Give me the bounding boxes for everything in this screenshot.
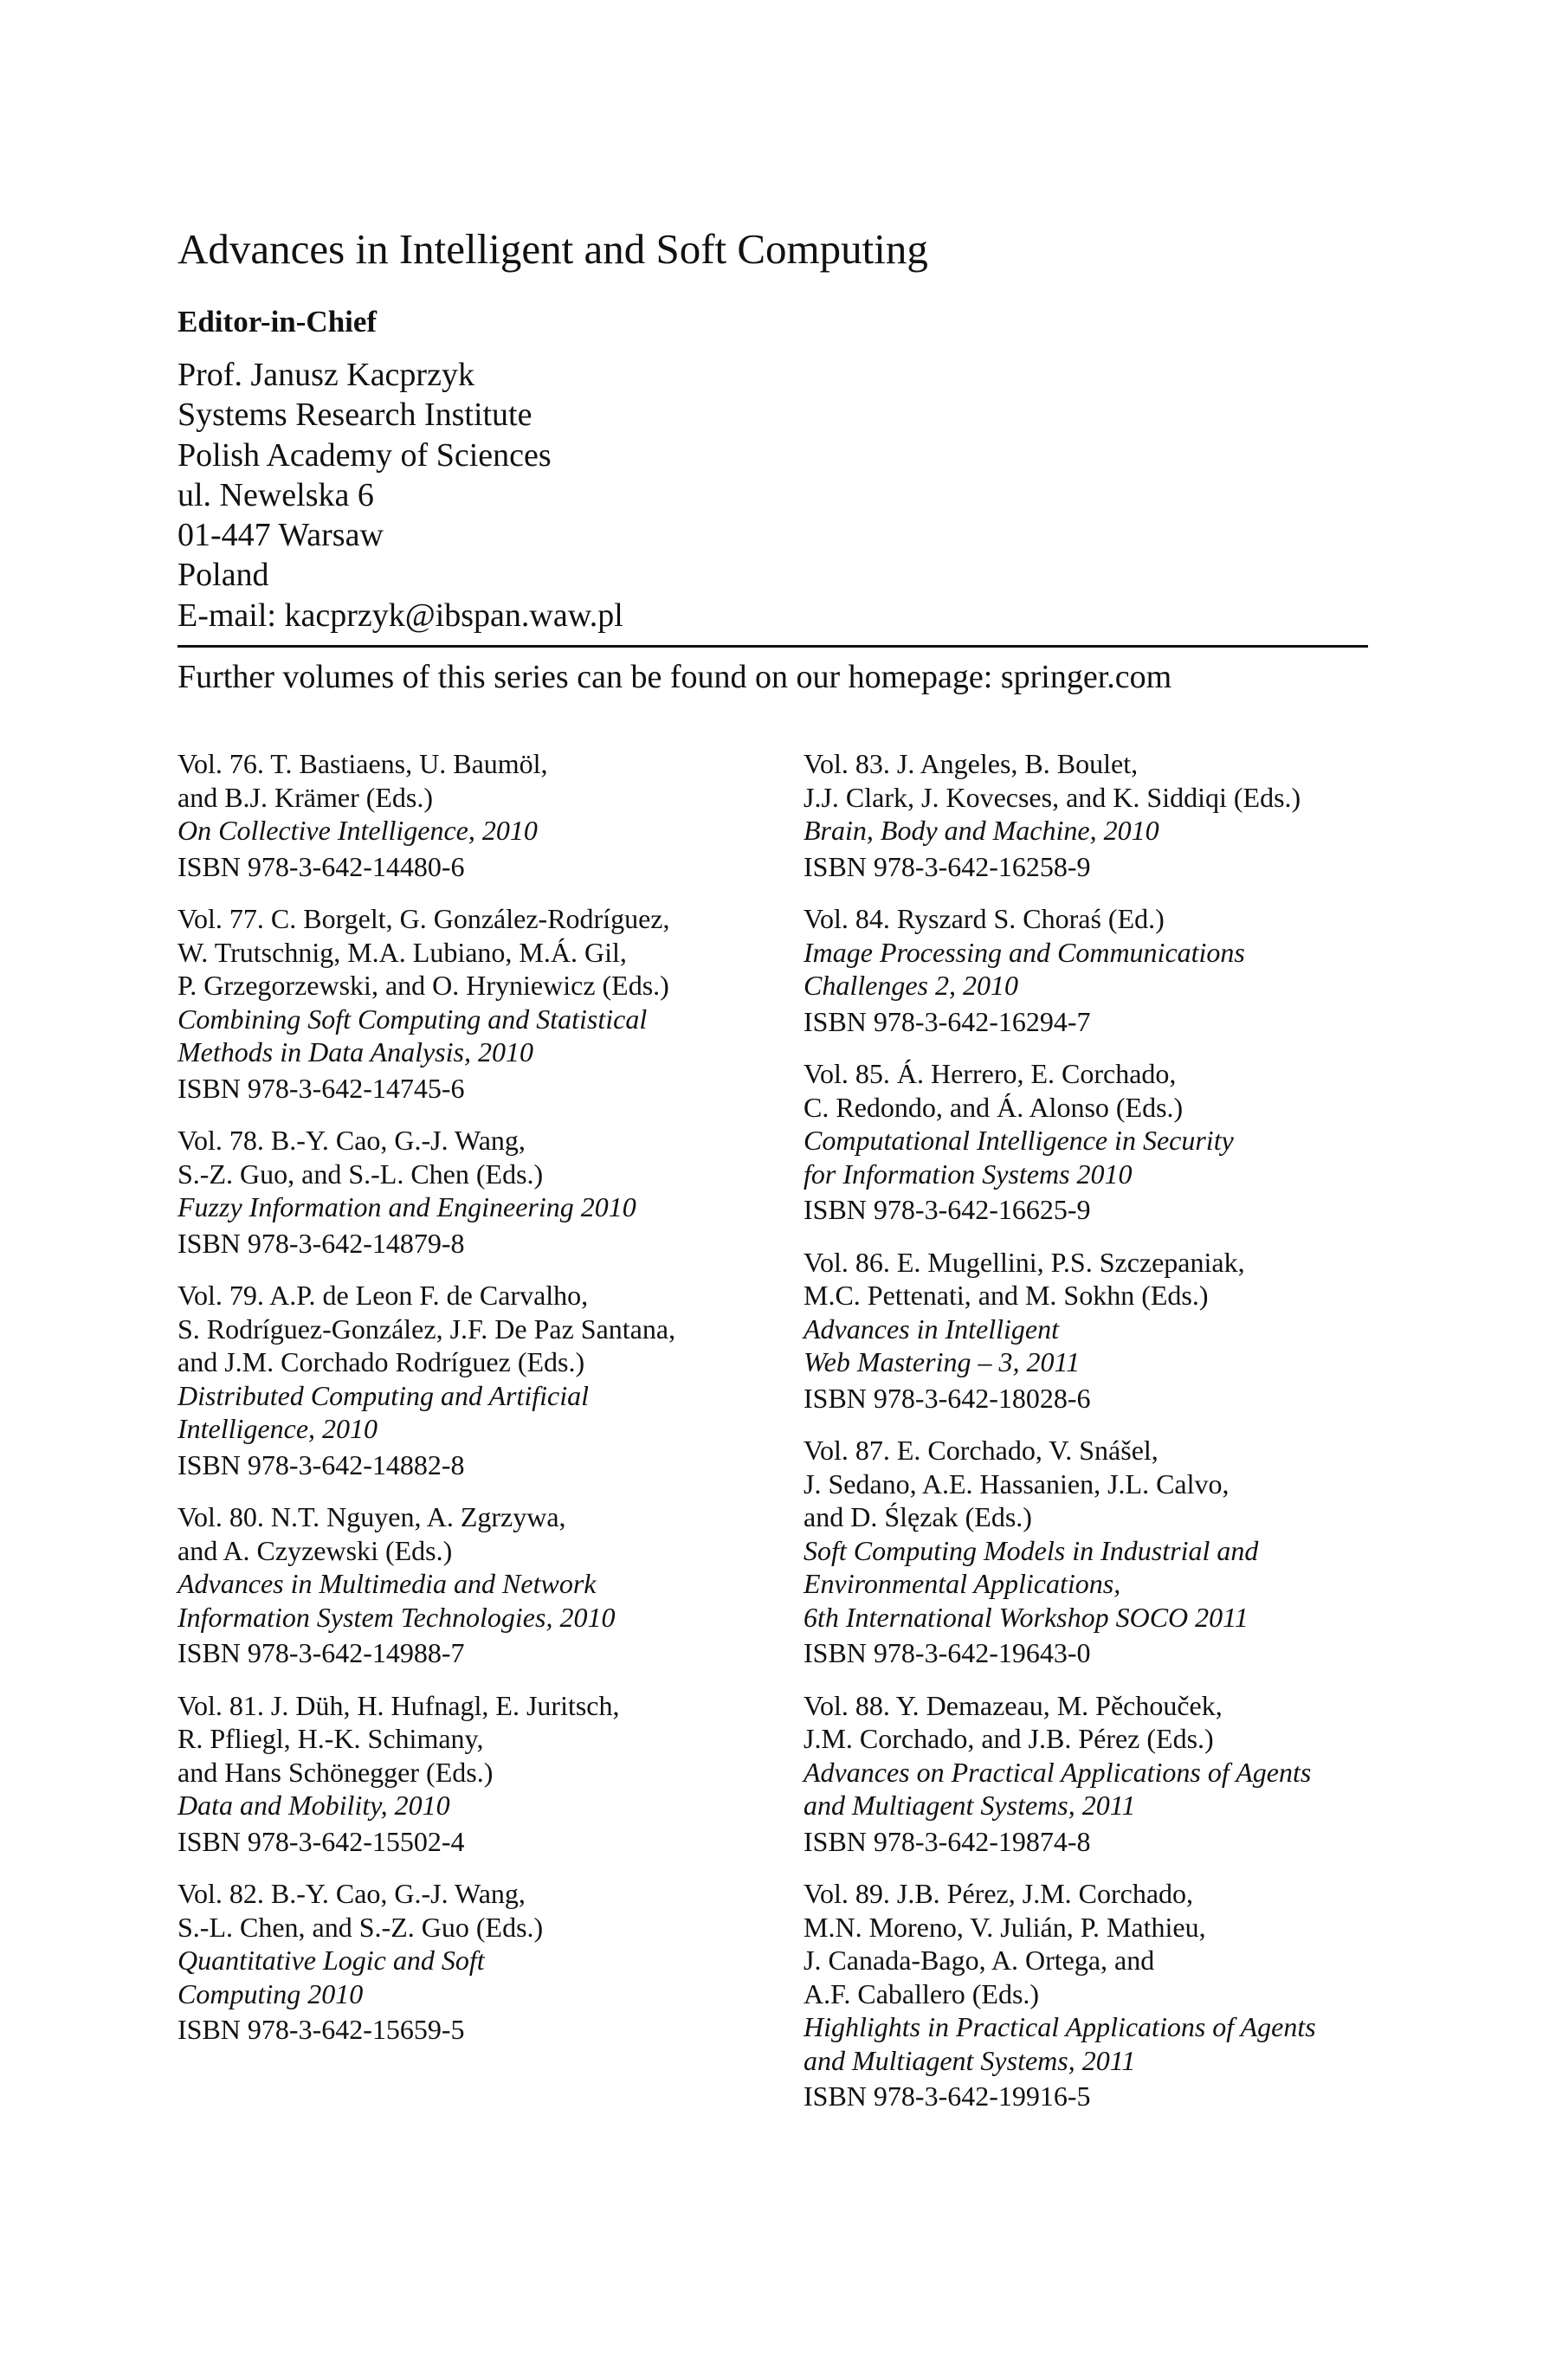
volume-entry: [804, 1689, 1375, 1859]
volume-title-line: Intelligence, 2010: [177, 1413, 378, 1444]
volume-list-right: [804, 747, 1375, 2132]
volume-title-line: Methods in Data Analysis, 2010: [177, 1036, 533, 1067]
volume-isbn: ISBN 978-3-642-16258-9: [804, 850, 1091, 882]
volume-isbn: ISBN 978-3-642-14879-8: [177, 1227, 465, 1259]
editor-country: Poland: [177, 557, 269, 594]
volume-entry: [177, 1877, 766, 2047]
volume-title-line: and Multiagent Systems, 2011: [804, 1790, 1136, 1821]
editor-address: [177, 355, 623, 635]
volume-authors-line: J.J. Clark, J. Kovecses, and K. Siddiqi (Eds.): [804, 781, 1301, 813]
volume-authors-line: S. Rodríguez-González, J.F. De Paz Santana,: [177, 1313, 676, 1345]
volume-title-line: Advances on Practical Applications of Agents: [804, 1756, 1312, 1788]
volume-entry: [177, 1689, 766, 1859]
editor-street: ul. Newelska 6: [177, 476, 374, 513]
volume-title-line: Quantitative Logic and Soft: [177, 1945, 485, 1976]
volume-authors-line: A.F. Caballero (Eds.): [804, 1977, 1040, 2009]
volume-title-line: Image Processing and Communications: [804, 936, 1245, 968]
volume-authors-line: and Hans Schönegger (Eds.): [177, 1756, 494, 1788]
volume-isbn: ISBN 978-3-642-19643-0: [804, 1637, 1091, 1668]
volume-authors-line: and D. Ślęzak (Eds.): [804, 1501, 1032, 1532]
volume-title-line: 6th International Workshop SOCO 2011: [804, 1601, 1249, 1633]
volume-title-line: Data and Mobility, 2010: [177, 1790, 450, 1821]
volume-authors-line: S.-Z. Guo, and S.-L. Chen (Eds.): [177, 1158, 544, 1190]
volume-authors-line: J. Canada-Bago, A. Ortega, and: [804, 1945, 1155, 1976]
volume-isbn: ISBN 978-3-642-14988-7: [177, 1637, 465, 1668]
volume-title-line: Challenges 2, 2010: [804, 970, 1018, 1001]
volume-authors-line: J. Sedano, A.E. Hassanien, J.L. Calvo,: [804, 1467, 1230, 1500]
volume-title-line: Information System Technologies, 2010: [177, 1601, 616, 1633]
volume-entry: [804, 1434, 1375, 1670]
volume-authors-line: R. Pfliegl, H.-K. Schimany,: [177, 1723, 484, 1754]
volume-list-left: [177, 747, 766, 2066]
volume-isbn: ISBN 978-3-642-15502-4: [177, 1825, 465, 1857]
volume-entry: [177, 1279, 766, 1481]
series-title: Advances in Intelligent and Soft Computing: [177, 225, 928, 273]
volume-authors-line: and A. Czyzewski (Eds.): [177, 1534, 453, 1566]
volume-authors-line: C. Redondo, and Á. Alonso (Eds.): [804, 1091, 1184, 1123]
divider-rule: [177, 645, 1368, 648]
editor-email: E-mail: kacprzyk@ibspan.waw.pl: [177, 597, 623, 634]
volume-isbn: ISBN 978-3-642-15659-5: [177, 2014, 465, 2045]
volume-isbn: ISBN 978-3-642-18028-6: [804, 1382, 1091, 1414]
volume-entry: [177, 1124, 766, 1260]
volume-title-line: Distributed Computing and Artificial: [177, 1379, 589, 1411]
volume-title-line: Highlights in Practical Applications of Agents: [804, 2011, 1316, 2042]
volume-title-line: for Information Systems 2010: [804, 1158, 1133, 1190]
volume-authors-line: P. Grzegorzewski, and O. Hryniewicz (Eds.): [177, 970, 669, 1001]
volume-authors-line: and J.M. Corchado Rodríguez (Eds.): [177, 1346, 585, 1377]
volume-authors-line: M.N. Moreno, V. Julián, P. Mathieu,: [804, 1911, 1206, 1943]
volume-authors-line: S.-L. Chen, and S.-Z. Guo (Eds.): [177, 1911, 544, 1943]
volume-authors-line: Vol. 85. Á. Herrero, E. Corchado,: [804, 1058, 1177, 1089]
further-volumes-note: Further volumes of this series can be found on our homepage: springer.com: [177, 659, 1172, 695]
volume-entry: [804, 1057, 1375, 1227]
volume-authors-line: Vol. 86. E. Mugellini, P.S. Szczepaniak,: [804, 1246, 1245, 1278]
volume-isbn: ISBN 978-3-642-16625-9: [804, 1194, 1091, 1225]
editor-heading: Editor-in-Chief: [177, 305, 378, 339]
volume-authors-line: Vol. 82. B.-Y. Cao, G.-J. Wang,: [177, 1878, 526, 1909]
volume-entry: [804, 1246, 1375, 1416]
volume-authors-line: Vol. 77. C. Borgelt, G. González-Rodríguez,: [177, 903, 670, 934]
volume-authors-line: J.M. Corchado, and J.B. Pérez (Eds.): [804, 1723, 1214, 1754]
volume-title-line: and Multiagent Systems, 2011: [804, 2044, 1136, 2076]
volume-authors-line: Vol. 80. N.T. Nguyen, A. Zgrzywa,: [177, 1501, 566, 1532]
volume-entry: [804, 902, 1375, 1038]
volume-isbn: ISBN 978-3-642-16294-7: [804, 1005, 1091, 1037]
volume-entry: [804, 747, 1375, 883]
volume-authors-line: Vol. 83. J. Angeles, B. Boulet,: [804, 748, 1139, 779]
volume-authors-line: Vol. 78. B.-Y. Cao, G.-J. Wang,: [177, 1125, 526, 1156]
volume-authors-line: Vol. 76. T. Bastiaens, U. Baumöl,: [177, 748, 548, 779]
volume-title-line: Combining Soft Computing and Statistical: [177, 1003, 648, 1035]
volume-isbn: ISBN 978-3-642-14882-8: [177, 1448, 465, 1480]
editor-name: Prof. Janusz Kacprzyk: [177, 357, 474, 393]
volume-authors-line: Vol. 89. J.B. Pérez, J.M. Corchado,: [804, 1878, 1194, 1909]
editor-institute: Systems Research Institute: [177, 397, 532, 434]
volume-title-line: Environmental Applications,: [804, 1568, 1121, 1599]
volume-title-line: Computing 2010: [177, 1977, 364, 2009]
volume-title-line: Advances in Intelligent: [804, 1313, 1060, 1345]
volume-authors-line: and B.J. Krämer (Eds.): [177, 781, 434, 813]
editor-city: 01-447 Warsaw: [177, 517, 384, 554]
volume-title-line: Soft Computing Models in Industrial and: [804, 1534, 1259, 1566]
volume-title-line: On Collective Intelligence, 2010: [177, 815, 538, 846]
volume-isbn: ISBN 978-3-642-14745-6: [177, 1072, 465, 1104]
volume-title-line: Web Mastering – 3, 2011: [804, 1346, 1081, 1377]
volume-entry: [177, 902, 766, 1105]
volume-authors-line: Vol. 79. A.P. de Leon F. de Carvalho,: [177, 1280, 589, 1311]
volume-isbn: ISBN 978-3-642-14480-6: [177, 850, 465, 882]
volume-title-line: Brain, Body and Machine, 2010: [804, 815, 1159, 846]
volume-isbn: ISBN 978-3-642-19916-5: [804, 2080, 1091, 2112]
volume-authors-line: Vol. 88. Y. Demazeau, M. Pěchouček,: [804, 1689, 1223, 1721]
volume-authors-line: Vol. 81. J. Düh, H. Hufnagl, E. Juritsch,: [177, 1689, 620, 1721]
volume-title-line: Advances in Multimedia and Network: [177, 1568, 597, 1599]
volume-entry: [177, 1500, 766, 1670]
volume-authors-line: W. Trutschnig, M.A. Lubiano, M.Á. Gil,: [177, 936, 627, 968]
editor-academy: Polish Academy of Sciences: [177, 436, 552, 474]
volume-authors-line: Vol. 87. E. Corchado, V. Snášel,: [804, 1435, 1159, 1466]
volume-entry: [177, 747, 766, 883]
volume-isbn: ISBN 978-3-642-19874-8: [804, 1825, 1091, 1857]
volume-title-line: Fuzzy Information and Engineering 2010: [177, 1191, 636, 1222]
volume-title-line: Computational Intelligence in Security: [804, 1125, 1234, 1156]
volume-entry: [804, 1877, 1375, 2113]
volume-authors-line: M.C. Pettenati, and M. Sokhn (Eds.): [804, 1280, 1209, 1311]
volume-authors-line: Vol. 84. Ryszard S. Choraś (Ed.): [804, 903, 1165, 934]
